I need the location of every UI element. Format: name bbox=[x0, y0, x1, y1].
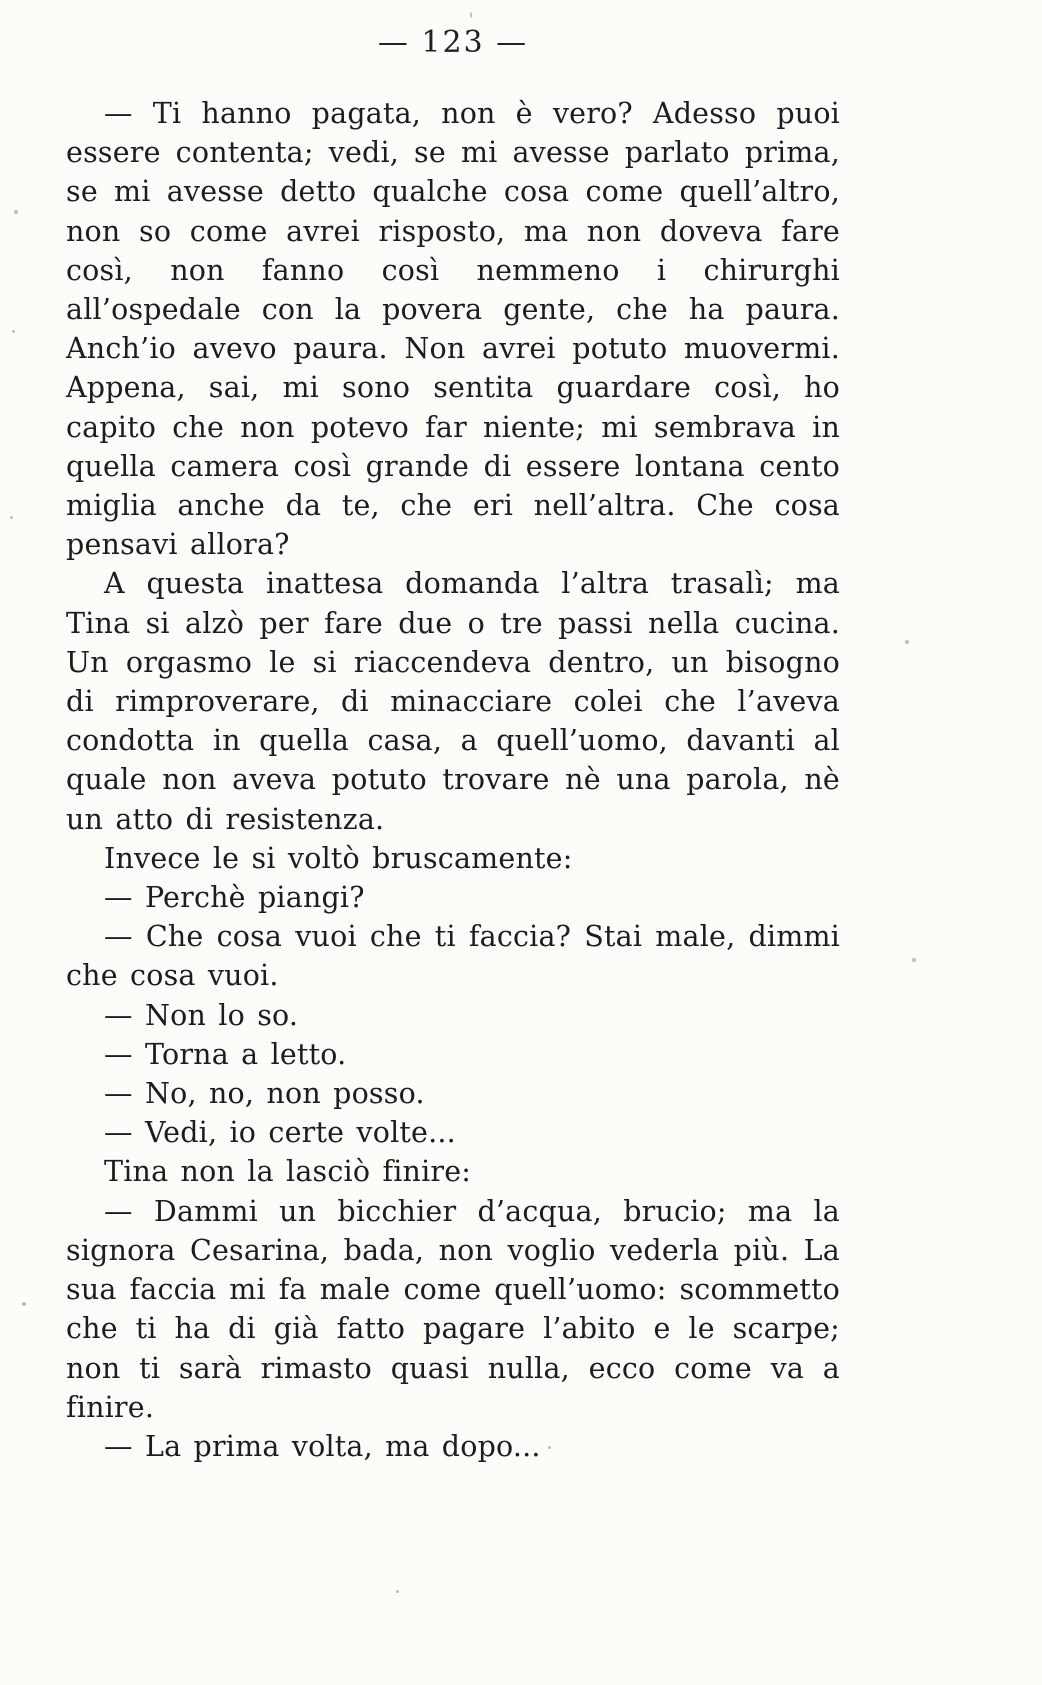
dialogue-line: — Non lo so. bbox=[104, 998, 299, 1032]
paragraph: A questa inattesa domanda l’altra trasalì; ma Tina si alzò per fare due o tre passi nella cucina. Un orgasmo le si riaccendeva dentro, un bisogno di rimproverare, di minacciare colei che l’aveva condotta in quella casa, a quell’uomo, davanti al quale non aveva potuto trovare nè una parola, nè un atto di resistenza. bbox=[66, 567, 840, 836]
dialogue-line: — Torna a letto. bbox=[104, 1037, 347, 1071]
paragraph: Invece le si voltò bruscamente: bbox=[104, 841, 573, 875]
paragraph: — Ti hanno pagata, non è vero? Adesso puoi essere contenta; vedi, se mi avesse parlato prima, se mi avesse detto qualche cosa come quell’altro, non so come avrei risposto, ma non doveva fare così, non fanno così nemmeno i chirurghi all’ospedale con la povera gente, che ha paura. Anch’io avevo paura. Non avrei potuto muovermi. Appena, sai, mi sono sentita guardare così, ho capito che non potevo far niente; mi sembrava in quella camera così grande di essere lontana cento miglia anche da te, che eri nell’altra. Che cosa pensavi allora? bbox=[66, 97, 840, 562]
scan-speck bbox=[12, 330, 15, 333]
body-text bbox=[66, 94, 840, 1466]
dialogue-line: — La prima volta, ma dopo... bbox=[104, 1429, 541, 1463]
scan-speck bbox=[905, 640, 909, 644]
dialogue-line: — Che cosa vuoi che ti faccia? Stai male, dimmi che cosa vuoi. bbox=[66, 920, 840, 993]
dialogue-line: — Vedi, io certe volte... bbox=[104, 1116, 456, 1150]
dialogue-line: — No, no, non posso. bbox=[104, 1077, 425, 1111]
scan-speck bbox=[22, 1302, 26, 1306]
page-number: — 123 — bbox=[377, 25, 529, 60]
scan-speck bbox=[396, 1590, 399, 1593]
dialogue-line: — Perchè piangi? bbox=[104, 881, 365, 915]
dialogue-line: — Dammi un bicchier d’acqua, brucio; ma la signora Cesarina, bada, non voglio vederla più. La sua faccia mi fa male come quell’uomo: scommetto che ti ha di già fatto pagare l’abito e le scarpe; non ti sarà rimasto quasi nulla, ecco come va a finire. bbox=[66, 1194, 840, 1424]
text-column bbox=[66, 26, 840, 1466]
paragraph: Tina non la lasciò finire: bbox=[104, 1155, 472, 1189]
scan-speck bbox=[14, 210, 18, 214]
scan-speck bbox=[912, 958, 916, 962]
scan-speck bbox=[470, 12, 472, 18]
scan-speck bbox=[10, 516, 13, 519]
